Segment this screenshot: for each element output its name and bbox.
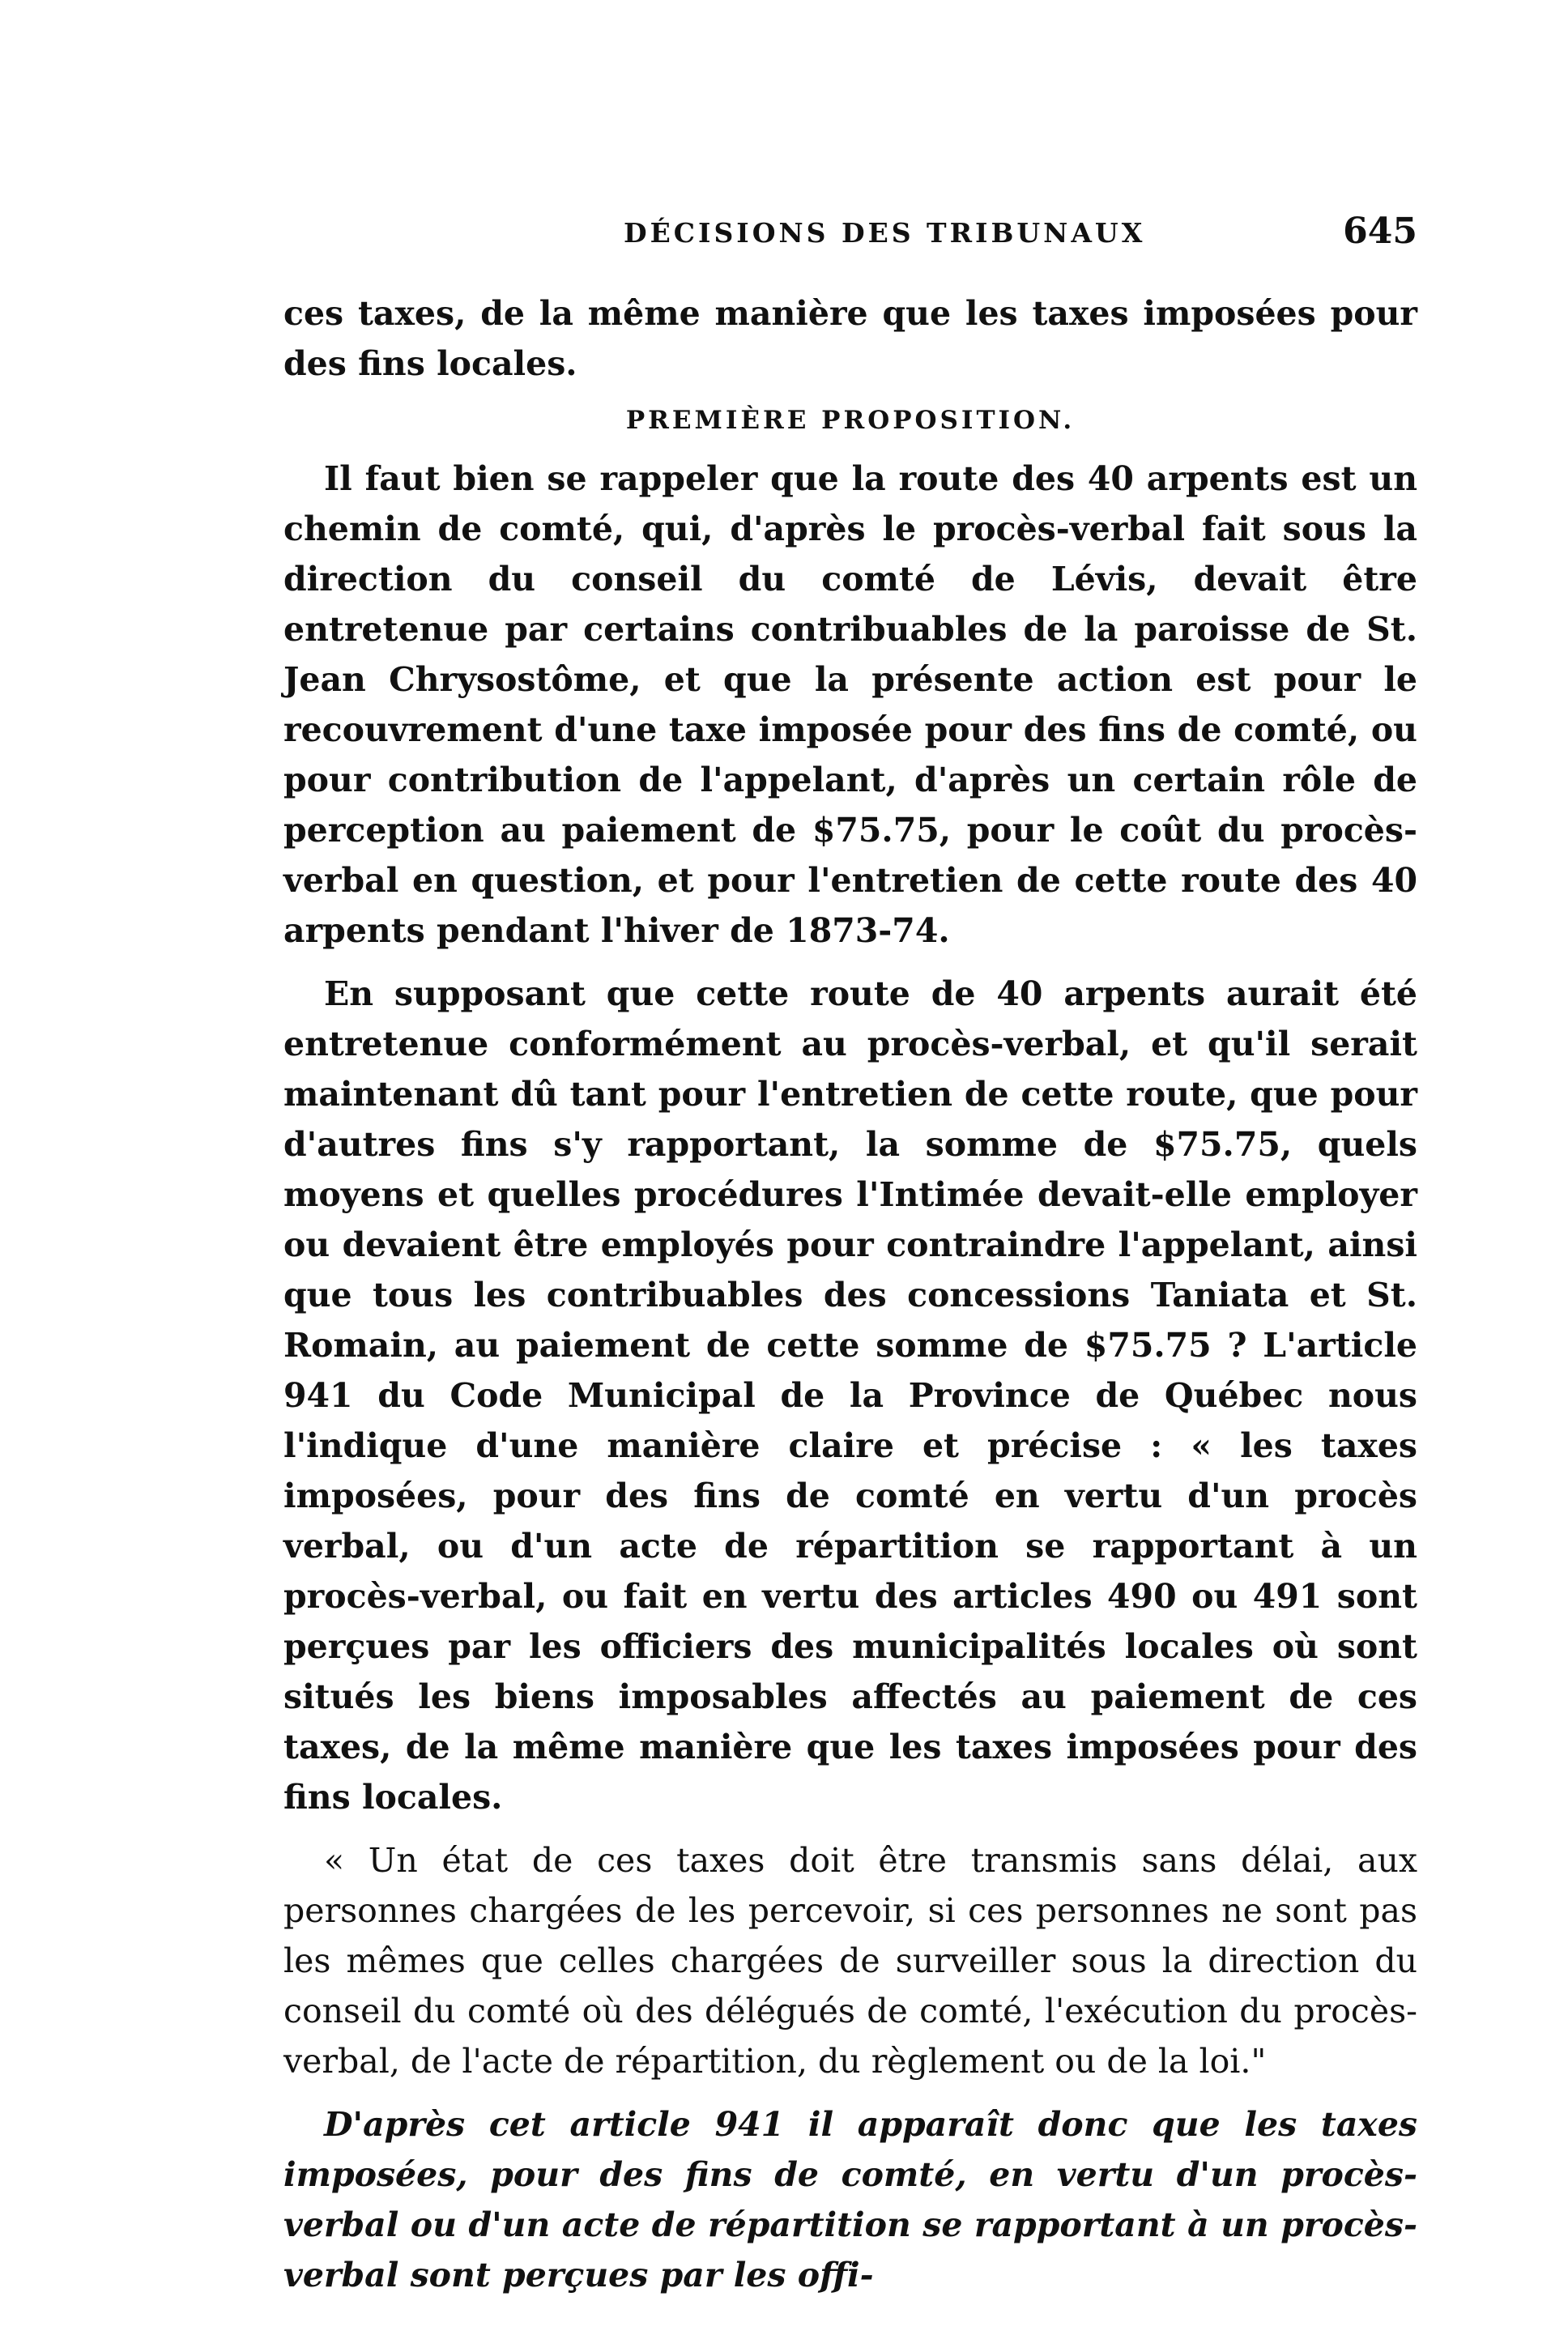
paragraph-quote: « Un état de ces taxes doit être transmis sans délai, aux personnes chargées de les percevoir, si ces personnes ne sont pas les mêmes que celles chargées de surveiller sous la direction du conseil du comté où des délégués de comté, l'exécution du procès-verbal, de l'acte de répartition, du règlement ou de la loi." <box>283 1841 1417 2081</box>
paragraph-continuation: ces taxes, de la même manière que les taxes imposées pour des fins locales. <box>283 294 1417 383</box>
body-text <box>283 288 1417 2300</box>
paragraph-route: Il faut bien se rappeler que la route des 40 arpents est un chemin de comté, qui, d'après le procès-verbal fait sous la direction du conseil du comté de Lévis, devait être entretenue par certains contribuables de la paroisse de St. Jean Chrysostôme, et que la présente action est pour le recouvrement d'une taxe imposée pour des fins de comté, ou pour contribution de l'appelant, d'après un certain rôle de perception au paiement de $75.75, pour le coût du procès-verbal en question, et pour l'entretien de cette route des 40 arpents pendant l'hiver de 1873-74. <box>283 459 1417 950</box>
running-head <box>283 211 1417 258</box>
section-heading: PREMIÈRE PROPOSITION. <box>625 406 1076 435</box>
paragraph-article-941: En supposant que cette route de 40 arpents aurait été entretenue conformément au procès-verbal, et qu'il serait maintenant dû tant pour l'entretien de cette route, que pour d'autres fins s'y rapportant, la somme de $75.75, quels moyens et quelles procédures l'Intimée devait-elle employer ou devaient être employés pour contraindre l'appelant, ainsi que tous les contribuables des concessions Taniata et St. Romain, au paiement de cette somme de $75.75 ? L'article 941 du Code Municipal de la Province de Québec nous l'indique d'une manière claire et précise : « les taxes imposées, pour des fins de comté en vertu d'un procès verbal, ou d'un acte de répartition se rapportant à un procès-verbal, ou fait en vertu des articles 490 ou 491 sont perçues par les officiers des municipalités locales où sont situés les biens imposables affectés au paiement de ces taxes, de la même manière que les taxes imposées pour des fins locales. <box>283 974 1417 1817</box>
running-title: DÉCISIONS DES TRIBUNAUX <box>624 217 1146 249</box>
page-number: 645 <box>1343 211 1417 252</box>
paragraph-italic: D'après cet article 941 il apparaît donc que les taxes imposées, pour des fins de comté, en vertu d'un procès-verbal ou d'un acte de répartition se rapportant à un procès-verbal sont perçues par les offi- <box>283 2105 1417 2294</box>
